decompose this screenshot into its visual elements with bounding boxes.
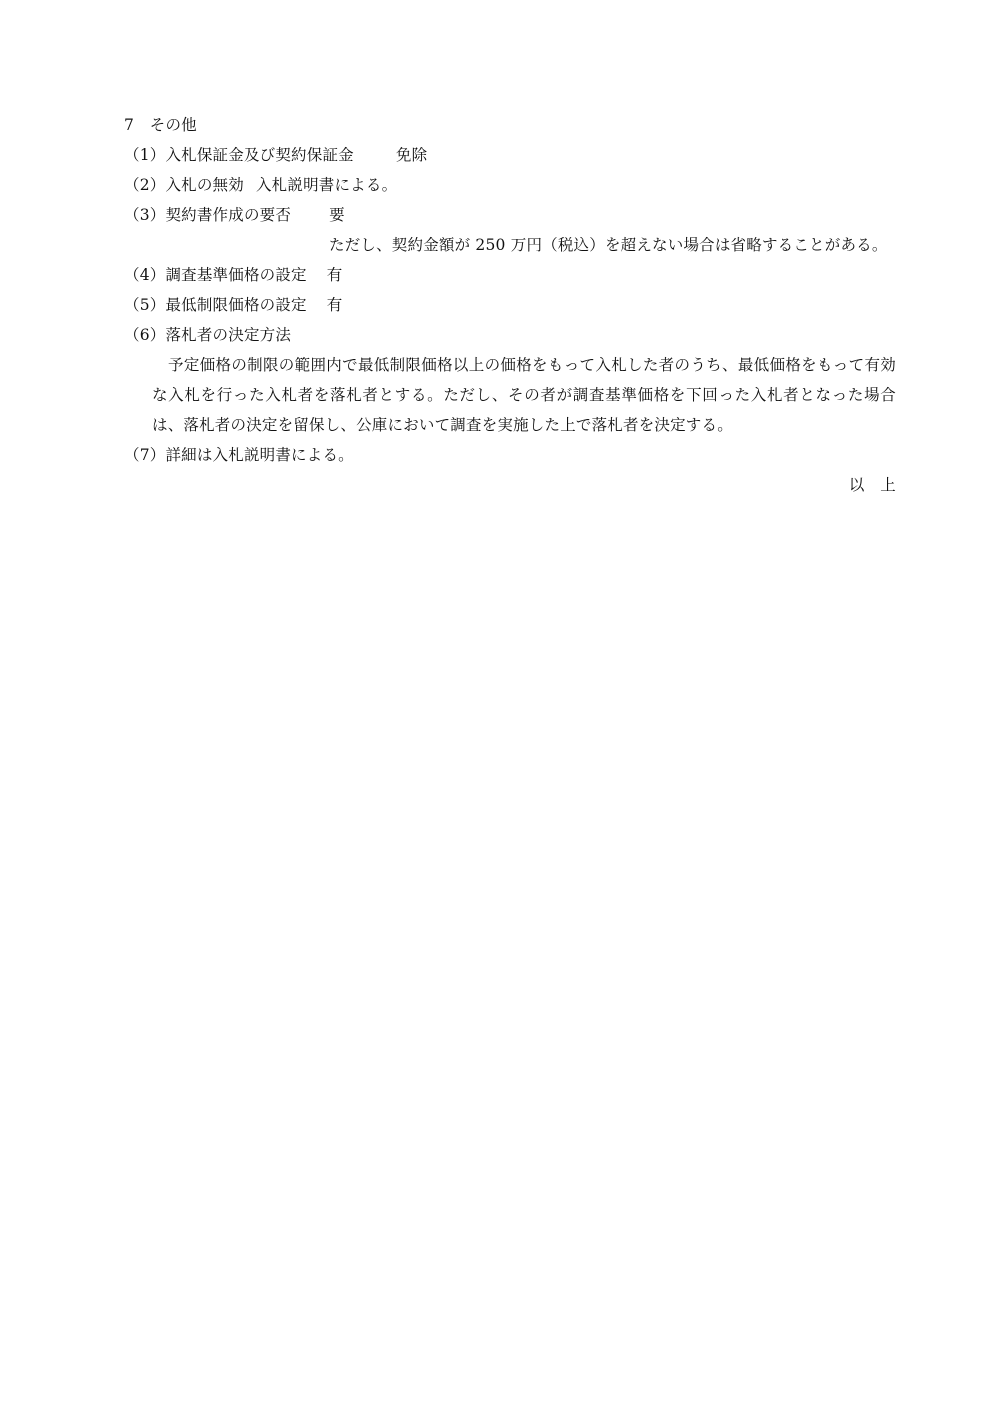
- item-value: 入札説明書による。: [255, 176, 398, 194]
- item-value: 要: [329, 206, 345, 224]
- closing-text: 以 上: [848, 476, 896, 494]
- item-value: 有: [326, 296, 343, 314]
- item-bid-invalid: [124, 175, 397, 195]
- item-contract-document: [124, 205, 345, 225]
- item-winner-method: （6）落札者の決定方法: [124, 326, 292, 344]
- item-label: （2）入札の無効: [124, 176, 244, 194]
- item-contract-note: ただし、契約金額が 250 万円（税込）を超えない場合は省略することがある。: [329, 236, 888, 254]
- item-minimum-price: [124, 295, 342, 315]
- item-label: （4）調査基準価格の設定: [124, 266, 307, 284]
- item-value: 有: [326, 266, 343, 284]
- item-label: （5）最低制限価格の設定: [124, 296, 307, 314]
- item-label: （1）入札保証金及び契約保証金: [124, 146, 354, 164]
- item-survey-base-price: [124, 265, 342, 285]
- section-heading: 7 その他: [124, 116, 197, 134]
- item-label: （3）契約書作成の要否: [124, 206, 292, 224]
- item-value: 免除: [395, 146, 428, 164]
- winner-method-paragraph: 予定価格の制限の範囲内で最低制限価格以上の価格をもって入札した者のうち、最低価格をもって有効な入札を行った入札者を落札者とする。ただし、その者が調査基準価格を下回った入札者となった場合は、落札者の決定を留保し、公庫において調査を実施した上で落札者を決定する。: [152, 356, 896, 434]
- item-details: （7）詳細は入札説明書による。: [124, 446, 354, 464]
- item-bid-deposit: [124, 145, 427, 165]
